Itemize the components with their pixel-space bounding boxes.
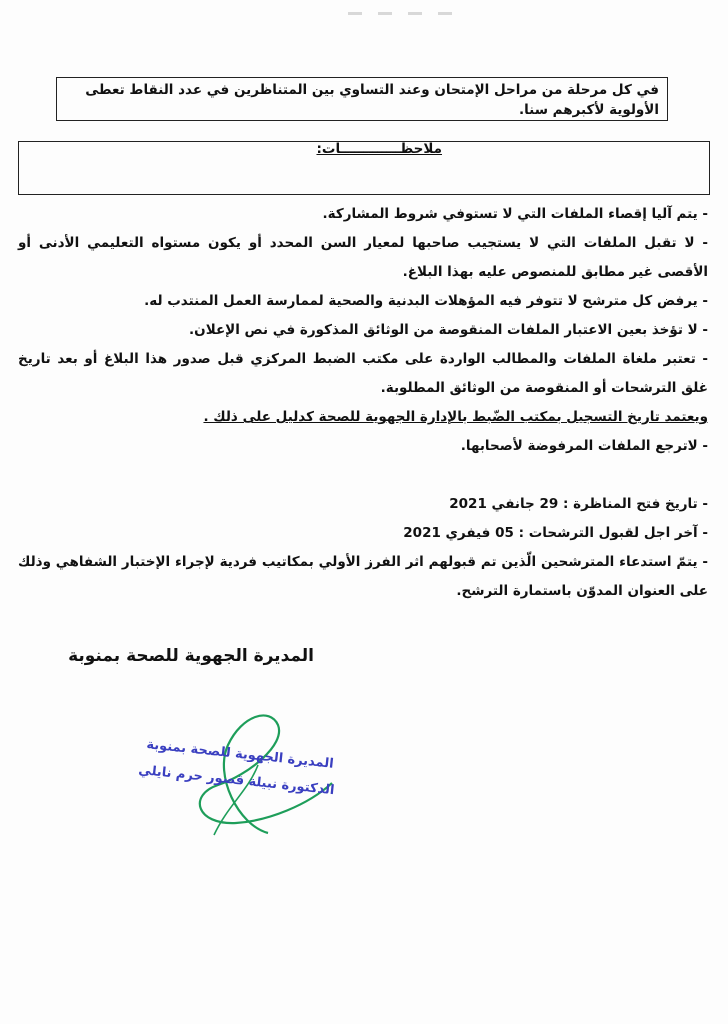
priority-rule-box <box>56 77 668 121</box>
note-item: - لا تؤخذ بعين الاعتبار الملفات المنقوصة من الوثائق المذكورة في نص الإعلان. <box>189 322 708 338</box>
note-item: - تعتبر ملغاة الملفات والمطالب الواردة على مكتب الضبط المركزي قبل صدور هذا البلاغ أو بعد تاريخ غلق الترشحات أو المنقوصة من الوثائق المطلوبة. <box>18 351 708 396</box>
priority-rule-text: في كل مرحلة من مراحل الإمتحان وعند التساوي بين المتناظرين في عدد النقاط تعطى الأولوية لأكبرهم سنا. <box>85 82 659 118</box>
stamp-authority-line: المديرة الجهوية للصحة بمنوبة <box>145 737 335 772</box>
official-stamp <box>118 705 378 845</box>
scan-artifact <box>260 0 460 6</box>
notes-list <box>18 200 708 606</box>
return-note: - لاترجع الملفات المرفوضة لأصحابها. <box>460 438 708 454</box>
application-deadline: - آخر اجل لقبول الترشحات : 05 فيفري 2021 <box>403 525 708 541</box>
notes-title: ملاحظـــــــــــــات: <box>316 141 442 157</box>
opening-date: - تاريخ فتح المناظرة : 29 جانفي 2021 <box>449 496 708 512</box>
interview-note: - يتمّ استدعاء المترشحين الّذين تم قبولهم اثر الفرز الأولي بمكاتيب فردية لإجراء الإختبار الشفاهي وذلك على العنوان المدوّن باستمارة الترشح. <box>18 554 708 599</box>
signing-authority: المديرة الجهوية للصحة بمنوبة <box>68 646 314 666</box>
note-item: - لا تقبل الملفات التي لا يستجيب صاحبها لمعيار السن المحدد أو يكون مستواه التعليمي الأدنى أو الأقصى غير مطابق للمنصوص عليه بهذا البلاغ. <box>18 235 708 280</box>
note-item: - يرفض كل مترشح لا تتوفر فيه المؤهلات البدنية والصحية لممارسة العمل المنتدب له. <box>144 293 708 309</box>
note-item: - يتم آليا إقصاء الملفات التي لا تستوفي شروط المشاركة. <box>322 206 708 222</box>
registration-note: ويعتمد تاريخ التسجيل بمكتب الضّبط بالإدارة الجهوية للصحة كدليل على ذلك . <box>203 409 708 425</box>
stamp-signatory-line: الدكتورة نبيلة قصور حرم نايلي <box>137 762 336 799</box>
